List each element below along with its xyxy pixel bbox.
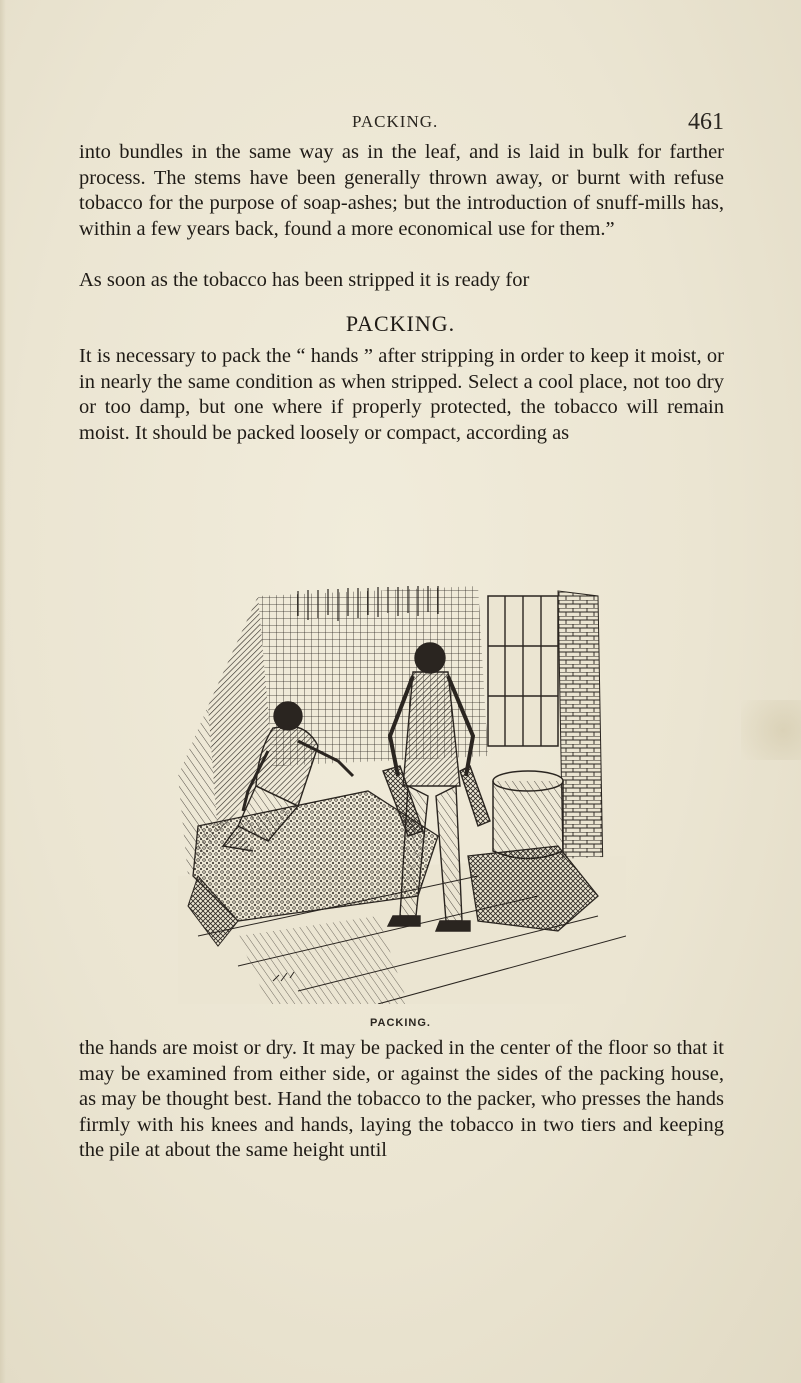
packing-illustration xyxy=(178,576,626,1004)
paragraph-text: As soon as the tobacco has been stripped it is ready for xyxy=(79,269,530,291)
page-edge-shadow xyxy=(0,0,6,1383)
paragraph-continuation xyxy=(79,140,724,242)
running-header xyxy=(0,106,801,140)
paragraph-intro xyxy=(79,268,724,294)
running-title: PACKING. xyxy=(352,112,439,131)
engraving-image xyxy=(178,576,626,1004)
paper-stain xyxy=(741,700,801,760)
paragraph-text: It is necessary to pack the “ hands ” after stripping in order to keep it moist, or in nearly the same condition as when stripped. Select a cool place, not too dry or too damp, but one where if properly protected, the tobacco will remain moist. It should be packed loosely or compact, according as xyxy=(79,345,724,444)
section-heading: PACKING. xyxy=(345,311,456,336)
figure-caption: PACKING. xyxy=(370,1017,431,1029)
paragraph-packing xyxy=(79,344,724,446)
paragraph-continued xyxy=(79,1036,724,1164)
paragraph-text: into bundles in the same way as in the leaf, and is laid in bulk for farther process. The stems have been generally thrown away, or burnt with refuse tobacco for the purpose of soap-ashes; but the introduction of snuff-mills has, within a few years back, found a more economical use for them.” xyxy=(79,141,724,240)
paragraph-text: the hands are moist or dry. It may be packed in the center of the floor so that it may be examined from either side, or against the sides of the packing house, as may be thought best. Hand the tobacco to the packer, who presses the hands firmly with his knees and hands, laying the tobacco in two tiers and keeping the pile at about the same height until xyxy=(79,1037,724,1162)
page-number: 461 xyxy=(688,109,724,135)
